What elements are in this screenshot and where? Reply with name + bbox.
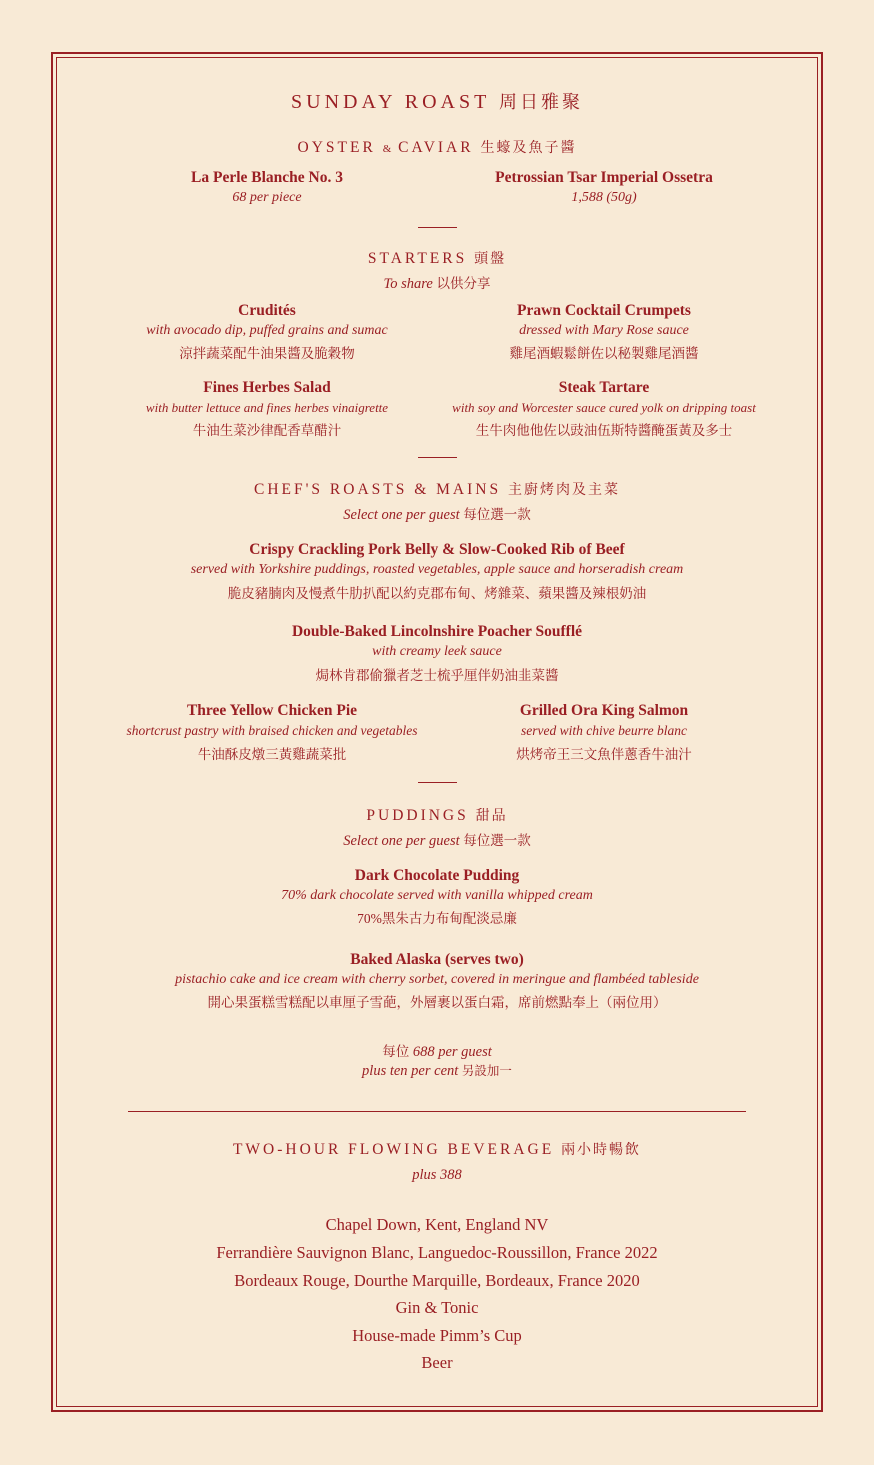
starter-zh: 牛油生菜沙律配香草醋汁	[192, 423, 342, 438]
menu-title-en: SUNDAY ROAST	[291, 91, 490, 113]
beverage-item: Chapel Down, Kent, England NV	[325, 1215, 549, 1234]
mains-note	[0, 503, 874, 524]
beverage-item: Bordeaux Rouge, Dourthe Marquille, Bordeaux, France 2020	[234, 1271, 640, 1290]
pudding-name-suffix: (serves two)	[445, 951, 524, 968]
beverage-heading-zh: 兩小時暢飲	[561, 1143, 642, 1158]
mains-note-zh: 每位選一款	[463, 507, 531, 522]
oyster-heading-a: OYSTER	[297, 139, 376, 156]
starter-zh: 生牛肉他他佐以豉油伍斯特醬醃蛋黃及多士	[475, 423, 733, 438]
oyster-name-1: La Perle Blanche No. 3	[191, 169, 343, 186]
mains-heading-en: CHEF'S ROASTS & MAINS	[254, 481, 502, 498]
puddings-heading	[0, 805, 874, 825]
section-rule	[128, 1111, 746, 1112]
beverage-price: plus 388	[412, 1167, 462, 1183]
main-zh: 脆皮豬腩肉及慢煮牛肋扒配以約克郡布甸、烤雜菜、蘋果醬及辣根奶油	[227, 586, 647, 601]
menu-title	[0, 88, 874, 114]
pudding-desc: 70% dark chocolate served with vanilla whipped cream	[281, 888, 593, 903]
pudding-zh: 開心果蛋糕雪糕配以車厘子雪葩，外層裹以蛋白霜，席前燃點奉上（兩位用）	[207, 995, 667, 1010]
oyster-heading-b: CAVIAR	[398, 139, 474, 156]
starters-heading-en: STARTERS	[367, 250, 468, 267]
main-name: Double-Baked Lincolnshire Poacher Soufflé	[291, 623, 583, 640]
price-per-guest	[0, 1040, 874, 1061]
pudding-name: Dark Chocolate Pudding	[354, 867, 520, 884]
price-en: 688 per guest	[412, 1044, 492, 1060]
starter-desc: with butter lettuce and fines herbes vinaigrette	[145, 400, 389, 415]
puddings-note-en: Select one per guest	[343, 833, 460, 849]
main-desc: served with Yorkshire puddings, roasted vegetables, apple sauce and horseradish cream	[190, 562, 684, 577]
puddings-heading-en: PUDDINGS	[366, 807, 469, 824]
beverage-item: House-made Pimm’s Cup	[352, 1326, 522, 1345]
starter-name: Fines Herbes Salad	[203, 379, 331, 396]
main-zh: 焗林肯郡偷獵者芝士梳乎厘伴奶油韭菜醬	[315, 668, 559, 683]
starter-desc: dressed with Mary Rose sauce	[519, 323, 689, 338]
main-desc: with creamy leek sauce	[372, 644, 502, 659]
service-zh: 另設加一	[461, 1064, 512, 1078]
divider-dash	[418, 227, 457, 228]
oyster-heading-zh: 生蠔及魚子醬	[480, 141, 577, 156]
caviar-price: 1,588 (50g)	[571, 190, 637, 205]
service-en: plus ten per cent	[362, 1063, 459, 1079]
main-desc: served with chive beurre blanc	[521, 723, 687, 738]
puddings-heading-zh: 甜品	[475, 809, 508, 824]
beverage-item: Beer	[421, 1353, 453, 1372]
pudding-name: Baked Alaska	[350, 951, 442, 968]
starters-note-zh: 以供分享	[436, 276, 491, 291]
main-name: Grilled Ora King Salmon	[519, 702, 689, 719]
main-name: Three Yellow Chicken Pie	[186, 702, 358, 719]
starters-note-en: To share	[383, 276, 433, 292]
starter-zh: 雞尾酒蝦鬆餅佐以秘製雞尾酒醬	[509, 346, 699, 361]
oyster-price-1: 68 per piece	[232, 190, 302, 205]
main-zh: 烘烤帝王三文魚伴蔥香牛油汁	[516, 747, 692, 762]
starters-note	[0, 272, 874, 293]
starters-heading-zh: 頭盤	[474, 252, 507, 267]
oyster-heading-amp: &	[382, 143, 392, 155]
price-zh: 每位	[382, 1044, 410, 1059]
main-desc: shortcrust pastry with braised chicken and vegetables	[126, 723, 418, 738]
mains-note-en: Select one per guest	[343, 507, 460, 523]
main-name: Crispy Crackling Pork Belly & Slow-Cooked Rib of Beef	[249, 541, 625, 558]
service-charge	[0, 1061, 874, 1080]
starter-name: Crudités	[238, 302, 296, 319]
beverage-heading-en: TWO-HOUR FLOWING BEVERAGE	[232, 1141, 555, 1158]
puddings-note-zh: 每位選一款	[463, 833, 531, 848]
starters-heading	[0, 248, 874, 268]
starter-desc: with avocado dip, puffed grains and sumac	[146, 323, 388, 338]
beverage-item: Ferrandière Sauvignon Blanc, Languedoc-Roussillon, France 2022	[216, 1243, 658, 1262]
beverage-item: Gin & Tonic	[395, 1298, 479, 1317]
caviar-name: Petrossian Tsar Imperial Ossetra	[495, 169, 713, 186]
starter-desc: with soy and Worcester sauce cured yolk on dripping toast	[452, 400, 756, 415]
divider-dash	[418, 782, 457, 783]
puddings-note	[0, 829, 874, 850]
starter-name: Steak Tartare	[558, 379, 650, 396]
starter-zh: 涼拌蔬菜配牛油果醬及脆穀物	[179, 346, 355, 361]
beverage-heading	[0, 1139, 874, 1159]
pudding-desc: pistachio cake and ice cream with cherry sorbet, covered in meringue and flambéed tableside	[175, 972, 699, 987]
main-zh: 牛油酥皮燉三黃雞蔬菜批	[197, 747, 347, 762]
pudding-name-line	[0, 951, 874, 969]
oyster-heading	[0, 137, 874, 157]
divider-dash	[418, 457, 457, 458]
mains-heading	[0, 479, 874, 499]
menu-title-zh: 周日雅聚	[498, 92, 583, 112]
pudding-zh: 70%黑朱古力布甸配淡忌廉	[357, 911, 517, 926]
starter-name: Prawn Cocktail Crumpets	[517, 302, 691, 319]
mains-heading-zh: 主廚烤肉及主菜	[507, 483, 620, 498]
